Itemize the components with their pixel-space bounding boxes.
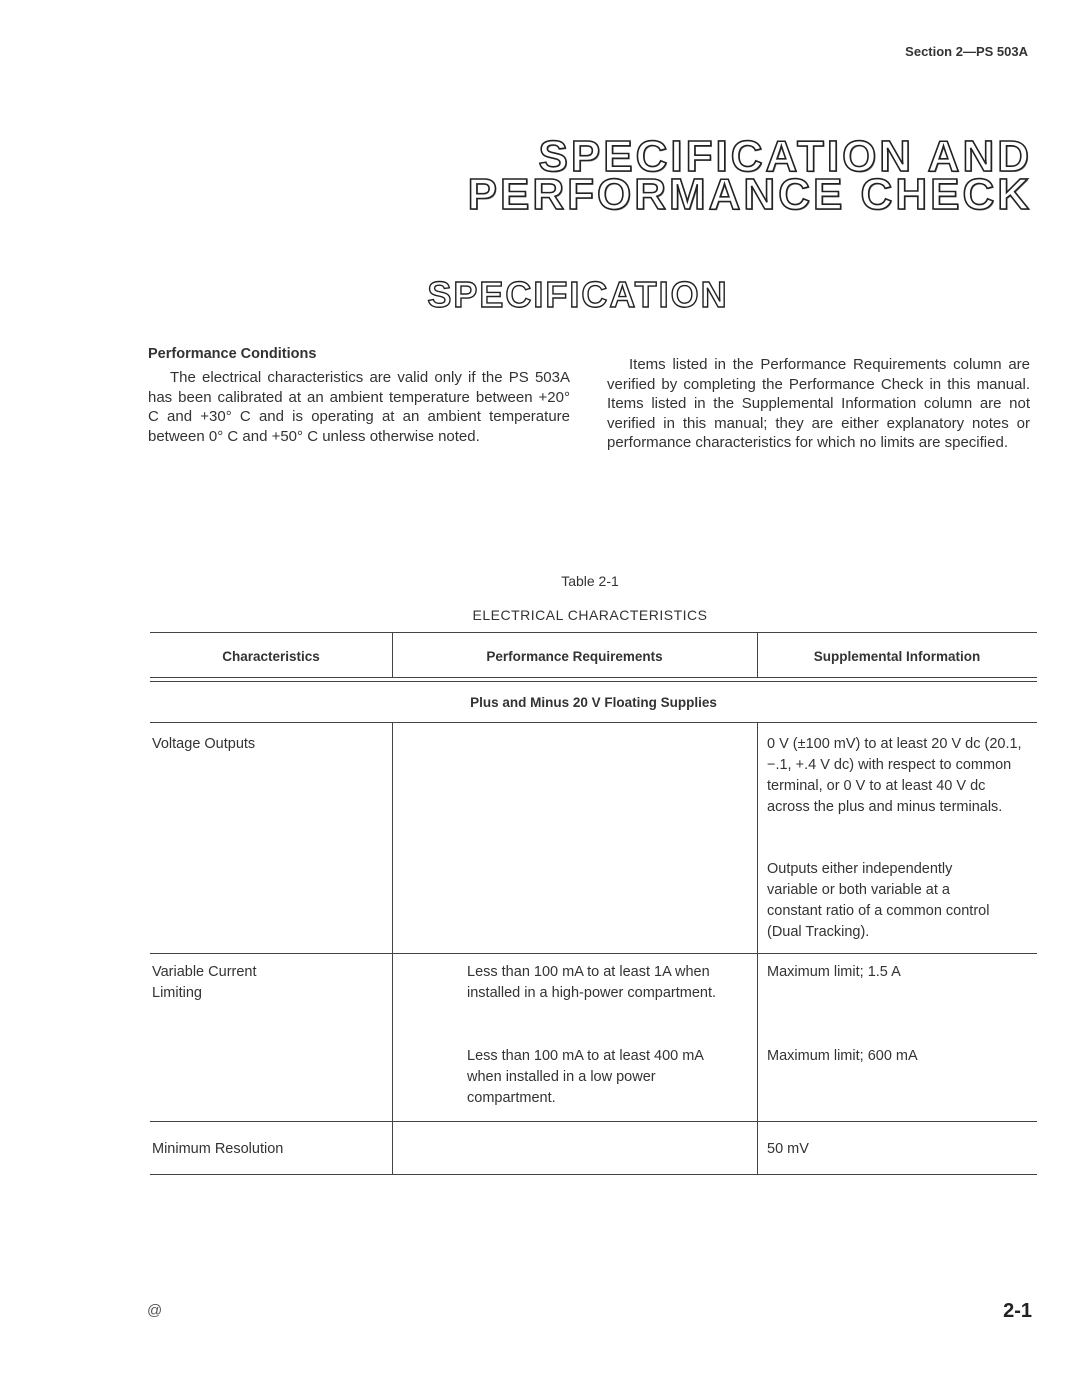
section-title: SPECIFICATION [427, 274, 729, 315]
table-rule [150, 722, 1037, 723]
row-characteristic: Minimum Resolution [152, 1141, 284, 1157]
page-number: 2-1 [1003, 1300, 1032, 1322]
requirements-note: Items listed in the Performance Requirements column are verified by completing the Performance Check in this manual. Items listed in the Supplemental Information column are not verified in this manual; they are either explanatory notes or performance characteristics for which no limits are specified. [607, 356, 1030, 451]
row-supplemental: 50 mV [767, 1141, 809, 1157]
column-divider [392, 722, 393, 1174]
row-supplemental: Maximum limit; 600 mA [767, 1048, 918, 1064]
row-supplemental: Outputs either independently variable or both variable at a constant ratio of a common control (Dual Tracking). [767, 861, 990, 940]
table-rule [150, 632, 1037, 633]
row-requirement: Less than 100 mA to at least 400 mA when installed in a low power compartment. [467, 1048, 704, 1106]
row-characteristic: Variable Current Limiting [152, 964, 257, 1001]
table-rule [150, 1121, 1037, 1122]
table-rule [150, 681, 1037, 682]
chapter-title-line2: PERFORMANCE CHECK [467, 170, 1032, 219]
header-supplemental-information: Supplemental Information [813, 649, 981, 664]
header-characteristics: Characteristics [222, 649, 320, 664]
row-requirement: Less than 100 mA to at least 1A when installed in a high-power compartment. [467, 964, 717, 1001]
section-header: Section 2—PS 503A [905, 44, 1028, 59]
column-divider [757, 722, 758, 1174]
row-supplemental: 0 V (±100 mV) to at least 20 V dc (20.1, −.1, +.4 V dc) with respect to common terminal, or 0 V to at least 40 V dc across the plus and minus terminals. [767, 736, 1022, 815]
left-column [148, 346, 570, 446]
row-supplemental: Maximum limit; 1.5 A [767, 964, 901, 980]
conditions-heading: Performance Conditions [148, 346, 317, 362]
footer-symbol: @ [147, 1302, 163, 1319]
group-heading: Plus and Minus 20 V Floating Supplies [470, 695, 717, 710]
table-number: Table 2-1 [561, 573, 619, 589]
chapter-title-line1: SPECIFICATION AND [538, 132, 1032, 181]
conditions-paragraph: The electrical characteristics are valid only if the PS 503A has been calibrated at an ambient temperature between +20° C and +30° C and is operating at an ambient temperature between 0° C and +50° C unless otherwise noted. [148, 369, 570, 445]
table-rule [150, 677, 1037, 678]
row-characteristic: Voltage Outputs [152, 736, 256, 752]
table-title: ELECTRICAL CHARACTERISTICS [472, 607, 708, 623]
header-performance-requirements: Performance Requirements [486, 649, 663, 664]
table-rule [150, 1174, 1037, 1175]
table-rule [150, 953, 1037, 954]
